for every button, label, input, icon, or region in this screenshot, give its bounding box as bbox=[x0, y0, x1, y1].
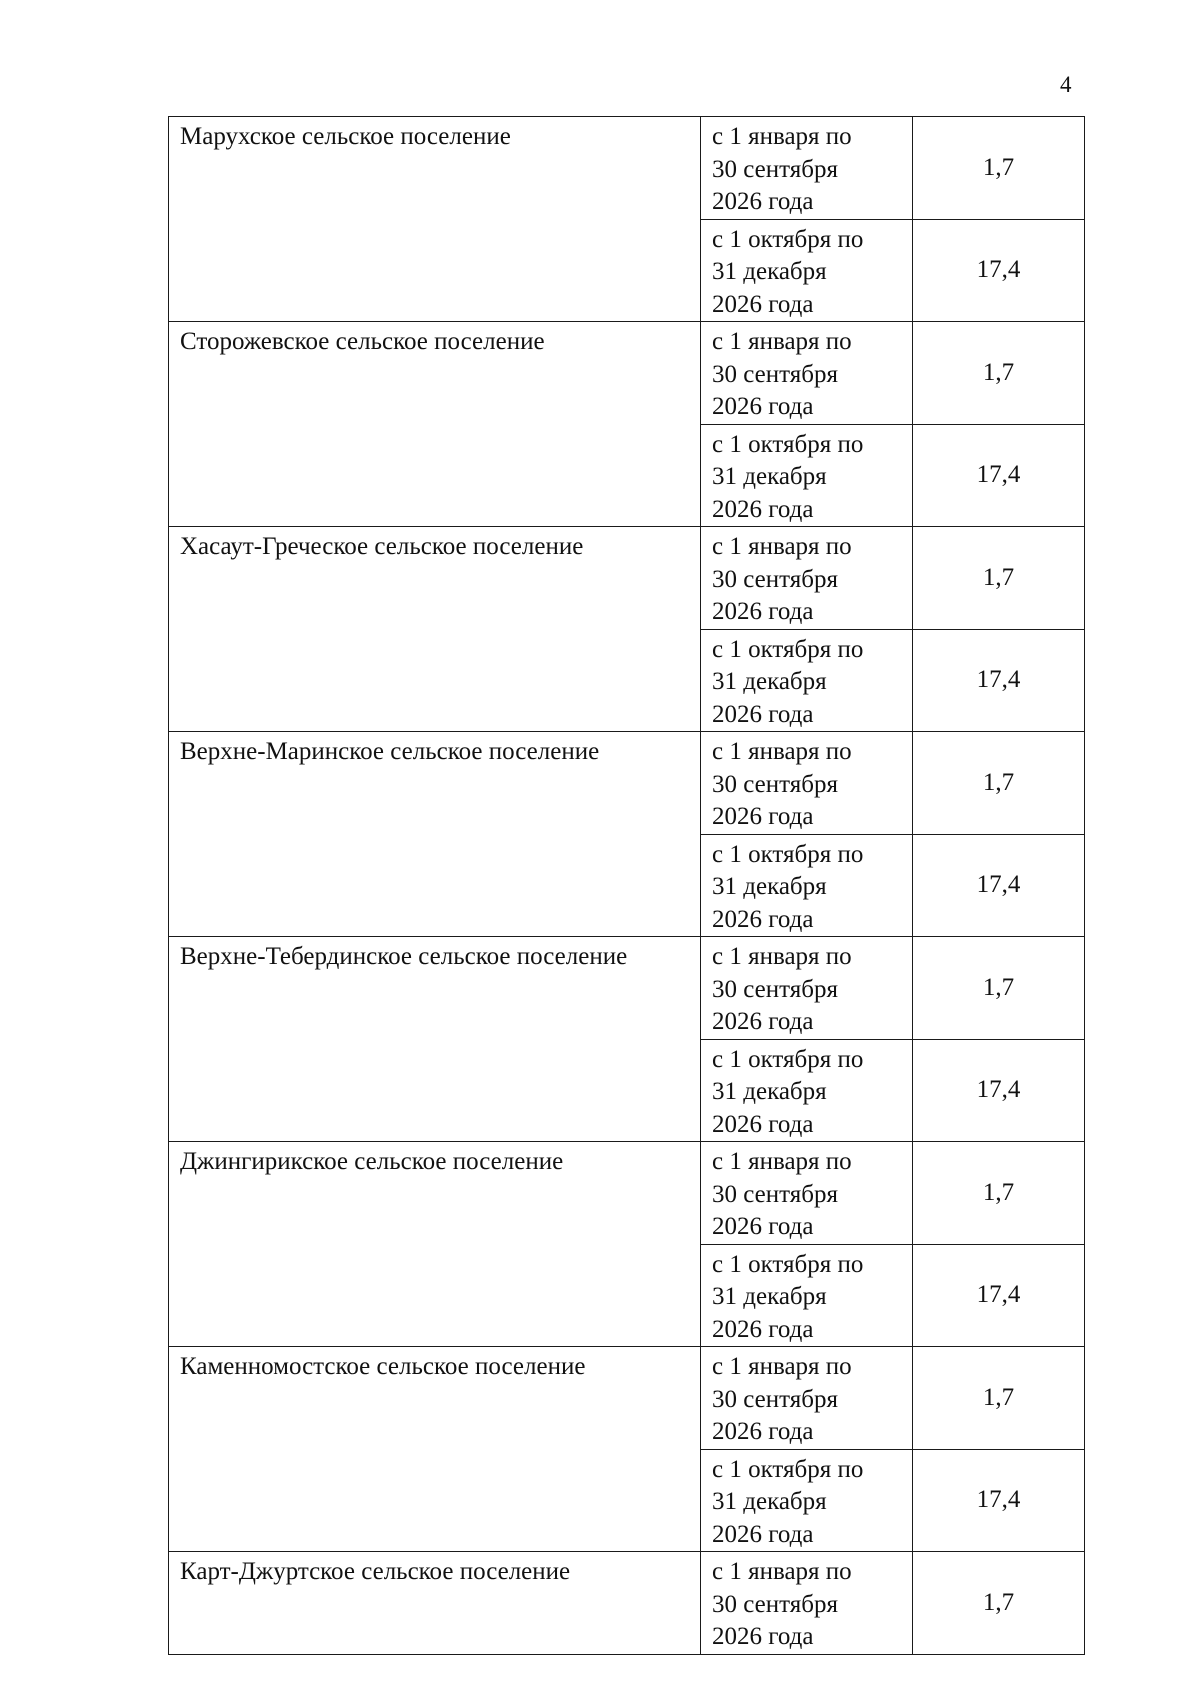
rate-value-cell: 1,7 bbox=[913, 322, 1085, 425]
period-cell bbox=[701, 117, 913, 220]
period-line3: 2026 года bbox=[712, 1008, 814, 1035]
period-line2: 30 сентября bbox=[712, 1180, 838, 1208]
table-body bbox=[169, 117, 1085, 1655]
period-cell bbox=[701, 1449, 913, 1552]
rate-value-cell: 17,4 bbox=[913, 1449, 1085, 1552]
period-cell bbox=[701, 527, 913, 630]
period-line3: 2026 года bbox=[712, 803, 814, 830]
period-cell bbox=[701, 424, 913, 527]
period-line3: 2026 года bbox=[712, 495, 814, 523]
period-line2: 30 сентября bbox=[712, 975, 838, 1003]
period-cell bbox=[701, 629, 913, 732]
rate-value-cell: 17,4 bbox=[913, 1244, 1085, 1347]
settlement-name-cell: Карт-Джуртское сельское поселение bbox=[169, 1552, 701, 1655]
period-line2: 30 сентября bbox=[712, 360, 838, 388]
settlement-name-cell: Джингирикское сельское поселение bbox=[169, 1142, 701, 1347]
period-cell bbox=[701, 834, 913, 937]
table-row bbox=[169, 937, 1085, 1040]
rate-value-cell: 1,7 bbox=[913, 937, 1085, 1040]
period-line1: с 1 января по bbox=[712, 738, 852, 765]
period-line2: 31 декабря bbox=[712, 258, 827, 285]
period-line1: с 1 января по bbox=[712, 533, 852, 560]
period-cell bbox=[701, 732, 913, 835]
period-line3: 2026 года bbox=[712, 290, 814, 318]
rate-value-cell: 17,4 bbox=[913, 834, 1085, 937]
period-line1: с 1 января по bbox=[712, 328, 852, 355]
rate-value-cell: 1,7 bbox=[913, 117, 1085, 220]
period-line2: 31 декабря bbox=[712, 873, 827, 900]
rate-value-cell: 1,7 bbox=[913, 732, 1085, 835]
period-line2: 31 декабря bbox=[712, 463, 827, 490]
period-cell bbox=[701, 1244, 913, 1347]
period-line1: с 1 октября по bbox=[712, 430, 864, 458]
period-line1: с 1 октября по bbox=[712, 840, 864, 868]
period-line3: 2026 года bbox=[712, 188, 814, 215]
table-row bbox=[169, 117, 1085, 220]
period-cell bbox=[701, 322, 913, 425]
period-line3: 2026 года bbox=[712, 1520, 814, 1548]
period-cell bbox=[701, 937, 913, 1040]
period-line2: 31 декабря bbox=[712, 1488, 827, 1515]
period-line2: 30 сентября bbox=[712, 770, 838, 798]
period-line3: 2026 года bbox=[712, 598, 814, 625]
table-row bbox=[169, 1347, 1085, 1450]
period-line1: с 1 января по bbox=[712, 1353, 852, 1380]
rate-value-cell: 1,7 bbox=[913, 527, 1085, 630]
rate-value-cell: 1,7 bbox=[913, 1552, 1085, 1655]
rate-value-cell: 17,4 bbox=[913, 629, 1085, 732]
rate-value-cell: 1,7 bbox=[913, 1142, 1085, 1245]
period-line1: с 1 октября по bbox=[712, 1045, 864, 1073]
period-line3: 2026 года bbox=[712, 700, 814, 728]
period-line3: 2026 года bbox=[712, 1623, 814, 1650]
period-cell bbox=[701, 1552, 913, 1655]
settlement-name-cell: Сторожевское сельское поселение bbox=[169, 322, 701, 527]
period-cell bbox=[701, 1142, 913, 1245]
period-line1: с 1 октября по bbox=[712, 635, 864, 663]
settlement-name-cell: Марухское сельское поселение bbox=[169, 117, 701, 322]
period-line3: 2026 года bbox=[712, 1110, 814, 1138]
settlement-name-cell: Верхне-Тебердинское сельское поселение bbox=[169, 937, 701, 1142]
period-line2: 31 декабря bbox=[712, 1283, 827, 1310]
table-row bbox=[169, 322, 1085, 425]
period-line2: 30 сентября bbox=[712, 1590, 838, 1618]
page-number: 4 bbox=[1060, 72, 1072, 97]
settlement-name-cell: Каменномостское сельское поселение bbox=[169, 1347, 701, 1552]
period-cell bbox=[701, 219, 913, 322]
rate-value-cell: 17,4 bbox=[913, 219, 1085, 322]
period-line2: 30 сентября bbox=[712, 565, 838, 593]
settlement-name-cell: Верхне-Маринское сельское поселение bbox=[169, 732, 701, 937]
period-line1: с 1 октября по bbox=[712, 225, 864, 253]
period-line1: с 1 января по bbox=[712, 943, 852, 970]
table-row bbox=[169, 527, 1085, 630]
period-line2: 30 сентября bbox=[712, 1385, 838, 1413]
rate-value-cell: 17,4 bbox=[913, 1039, 1085, 1142]
period-line2: 31 декабря bbox=[712, 1078, 827, 1105]
period-line3: 2026 года bbox=[712, 393, 814, 420]
table-row bbox=[169, 1142, 1085, 1245]
rate-value-cell: 1,7 bbox=[913, 1347, 1085, 1450]
period-line1: с 1 января по bbox=[712, 1558, 852, 1585]
period-line3: 2026 года bbox=[712, 1213, 814, 1240]
table-row bbox=[169, 732, 1085, 835]
table-row bbox=[169, 1552, 1085, 1655]
settlement-name-cell: Хасаут-Греческое сельское поселение bbox=[169, 527, 701, 732]
period-line1: с 1 января по bbox=[712, 1148, 852, 1175]
period-line1: с 1 октября по bbox=[712, 1455, 864, 1483]
period-line3: 2026 года bbox=[712, 1418, 814, 1445]
period-cell bbox=[701, 1347, 913, 1450]
rates-table bbox=[168, 116, 1085, 1655]
period-line3: 2026 года bbox=[712, 1315, 814, 1343]
period-line3: 2026 года bbox=[712, 905, 814, 933]
rate-value-cell: 17,4 bbox=[913, 424, 1085, 527]
period-line1: с 1 января по bbox=[712, 123, 852, 150]
period-line2: 31 декабря bbox=[712, 668, 827, 695]
period-line2: 30 сентября bbox=[712, 155, 838, 183]
period-line1: с 1 октября по bbox=[712, 1250, 864, 1278]
period-cell bbox=[701, 1039, 913, 1142]
